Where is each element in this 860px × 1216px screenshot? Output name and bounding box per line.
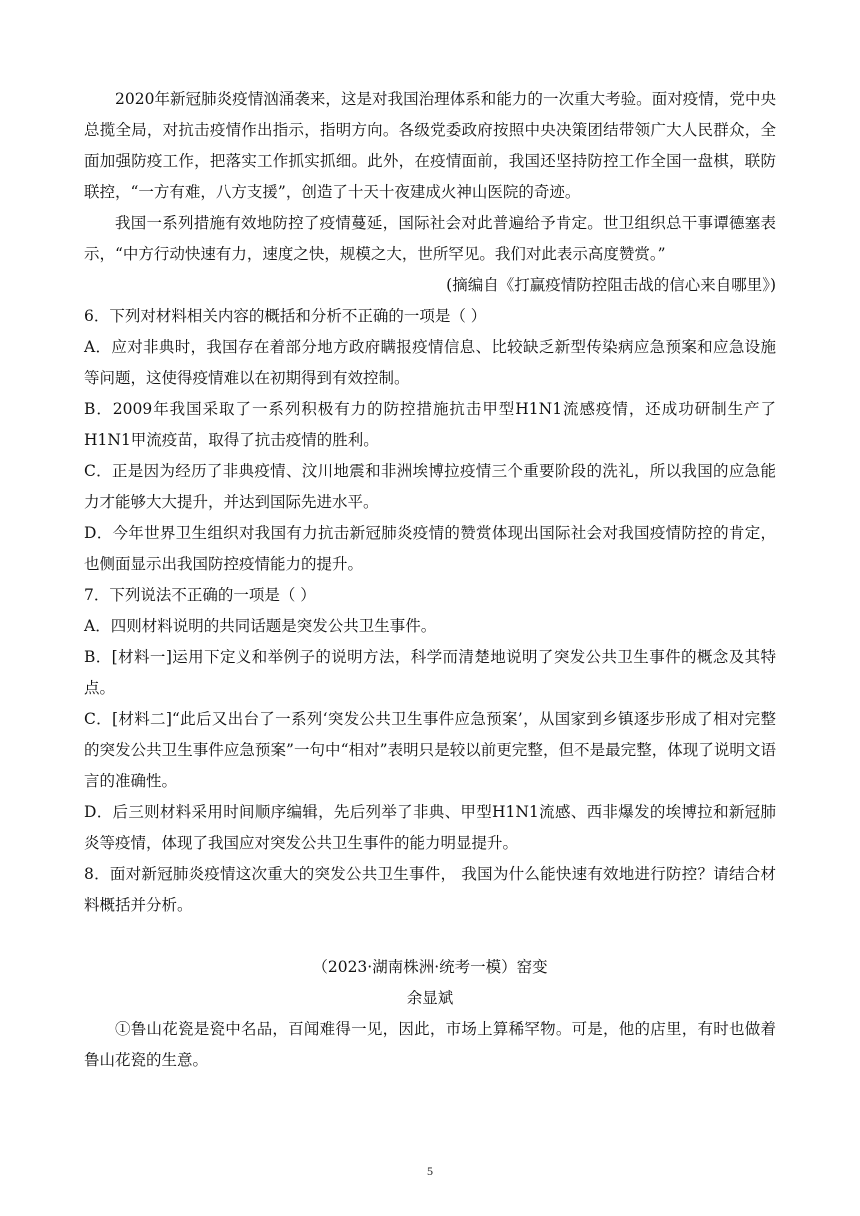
question-7-option-d: D．后三则材料采用时间顺序编辑，先后列举了非典、甲型H1N1流感、西非爆发的埃博拉和新冠肺炎等疫情，体现了我国应对突发公共卫生事件的能力明显提升。 bbox=[84, 803, 776, 852]
passage-author: 余显斌 bbox=[406, 989, 454, 1007]
question-6-option-d: D．今年世界卫生组织对我国有力抗击新冠肺炎疫情的赞赏体现出国际社会对我国疫情防控的肯定，也侧面显示出我国防控疫情能力的提升。 bbox=[84, 524, 776, 573]
page-number: 5 bbox=[427, 1164, 433, 1178]
passage-heading: （2023·湖南株洲·统考一模）窑变 bbox=[312, 958, 548, 976]
passage-paragraph-1: ①鲁山花瓷是瓷中名品，百闻难得一见，因此，市场上算稀罕物。可是，他的店里，有时也做着鲁山花瓷的生意。 bbox=[84, 1020, 776, 1069]
question-8-stem: 8．面对新冠肺炎疫情这次重大的突发公共卫生事件， 我国为什么能快速有效地进行防控？请结合材料概括并分析。 bbox=[84, 865, 776, 914]
question-7-option-c: C．[材料二]“此后又出台了一系列‘突发公共卫生事件应急预案’，从国家到乡镇逐步形成了相对完整的突发公共卫生事件应急预案”一句中“相对”表明只是较以前更完整，但不是最完整，体现了说明文语言的准确性。 bbox=[84, 710, 776, 790]
material-paragraph-1: 2020年新冠肺炎疫情汹涌袭来，这是对我国治理体系和能力的一次重大考验。面对疫情，党中央总揽全局，对抗击疫情作出指示，指明方向。各级党委政府按照中央决策团结带领广大人民群众，全面加强防疫工作，把落实工作抓实抓细。此外，在疫情面前，我国还坚持防控工作全国一盘棋，联防联控，“一方有难，八方支援”，创造了十天十夜建成火神山医院的奇迹。 bbox=[84, 90, 776, 201]
material-source: (摘编自《打赢疫情防控阻击战的信心来自哪里》) bbox=[446, 276, 776, 294]
material-paragraph-2: 我国一系列措施有效地防控了疫情蔓延，国际社会对此普遍给予肯定。世卫组织总干事谭德塞表示，“中方行动快速有力，速度之快，规模之大，世所罕见。我们对此表示高度赞赏。” bbox=[84, 214, 776, 263]
question-6-option-b: B．2009年我国采取了一系列积极有力的防控措施抗击甲型H1N1流感疫情，还成功研制生产了H1N1甲流疫苗，取得了抗击疫情的胜利。 bbox=[84, 400, 776, 449]
question-6-stem: 6．下列对材料相关内容的概括和分析不正确的一项是（ ） bbox=[84, 307, 487, 325]
question-6-option-c: C．正是因为经历了非典疫情、汶川地震和非洲埃博拉疫情三个重要阶段的洗礼，所以我国的应急能力才能够大大提升，并达到国际先进水平。 bbox=[84, 462, 776, 511]
page-content bbox=[84, 84, 776, 1076]
question-6-option-a: A．应对非典时，我国存在着部分地方政府瞒报疫情信息、比较缺乏新型传染病应急预案和应急设施等问题，这使得疫情难以在初期得到有效控制。 bbox=[84, 338, 776, 387]
question-7-option-b: B．[材料一]运用下定义和举例子的说明方法，科学而清楚地说明了突发公共卫生事件的概念及其特点。 bbox=[84, 648, 776, 697]
question-7-stem: 7．下列说法不正确的一项是（ ） bbox=[84, 586, 316, 604]
question-7-option-a: A．四则材料说明的共同话题是突发公共卫生事件。 bbox=[84, 617, 437, 635]
section-spacer bbox=[84, 921, 776, 952]
